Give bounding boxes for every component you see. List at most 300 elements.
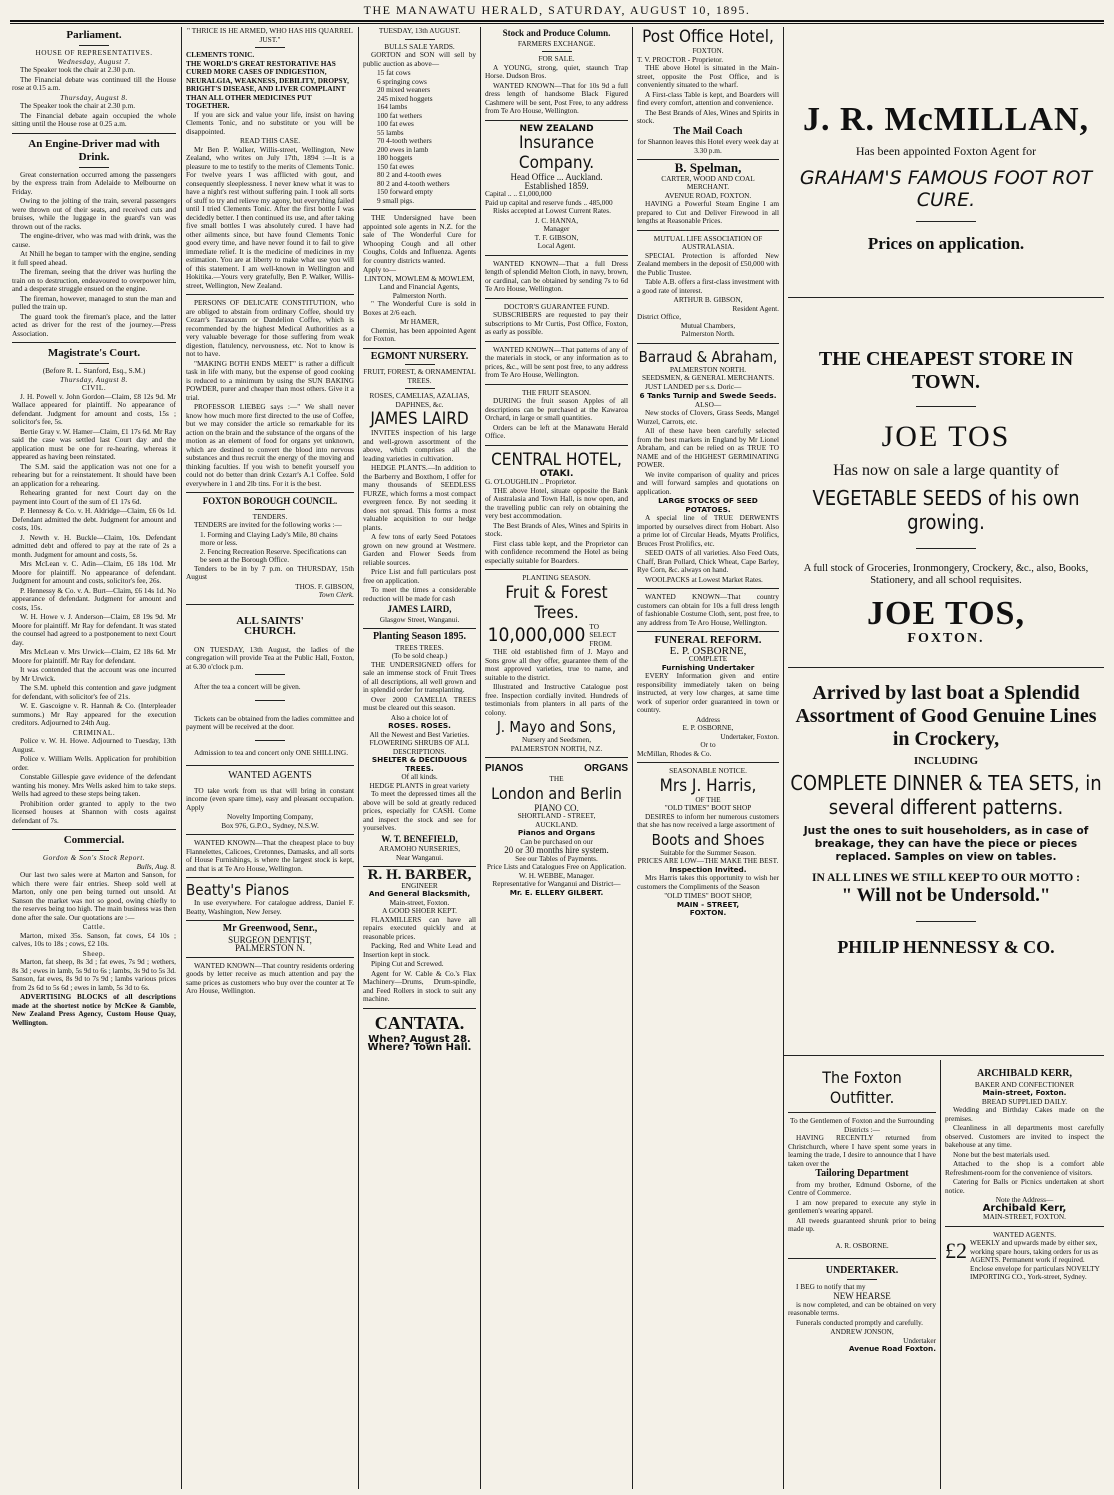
full-stock-line: A full stock of Groceries, Ironmongery, Crockery, &c., also, Books, Stationery, and all school requisites. (803, 563, 1089, 586)
divider (783, 1055, 1104, 1056)
paragraph: Constable Gillespie gave evidence of the defendant wanting his money. Mrs Wells asked him to take steps. Wells had agreed to these steps being taken. (12, 772, 176, 798)
mainst-line: MAIN - STREET, (676, 899, 740, 909)
newest-line: All the Newest and Best Varieties. (369, 729, 470, 739)
palm-line: Palmerston North. (681, 329, 735, 338)
paragraph: THE above Hotel is situated in the Main-street, opposite the Post Office, and is conveniently situated to the wharf. (637, 63, 779, 89)
paragraph: THE old established firm of J. Mayo and Sons grow all they offer, guarantee them of the most approved varieties, true to name, and suitable to the district. (485, 647, 628, 682)
paragraph: The Best Brands of Ales, Wines and Spirits in stock. (637, 107, 779, 125)
main-line: Main-street, Foxton. (389, 897, 450, 907)
paragraph: Police v. W. H. Howe. Adjourned to Tuesday, 13th August. (12, 736, 176, 754)
complete-line: COMPLETE (688, 654, 728, 663)
paragraph: The Best Brands of Ales, Wines and Spirits in stock. (485, 520, 628, 538)
paragraph: DURING the fruit season Apples of all descriptions can be purchased at the Kawaroa Orchard, in large or small quantities. (485, 396, 628, 422)
planting-line: PLANTING SEASON. (522, 573, 591, 582)
divider (363, 209, 476, 210)
stock-item: 55 lambs (377, 127, 404, 137)
foxton-council-heading: FOXTON BOROUGH COUNCIL. (202, 496, 338, 506)
stock-item: 9 small pigs. (377, 195, 415, 205)
tables-line: See our Tables of Payments. (515, 853, 598, 863)
masthead: THE MANAWATU HERALD, SATURDAY, AUGUST 10, 1895. (363, 3, 751, 17)
nursery-line: Nursery and Seedsmen, (521, 735, 592, 744)
paragraph: WANTED KNOWN—That a full Dress length of splendid Melton Cloth, in navy, brown, or cardinal, can be obtained by sending 7s to 6d Te Aro House, Wellington. (485, 258, 628, 293)
divider (363, 1008, 476, 1009)
large-stocks-line: LARGE STOCKS OF SEED POTATOES. (658, 496, 758, 514)
paragraph: Risks accepted at Lowest Current Rates. (493, 206, 611, 215)
beatty-heading: Beatty's Pianos (186, 881, 290, 899)
divider (12, 342, 176, 343)
doctors-line: DOCTOR'S GUARANTEE FUND. (503, 301, 610, 311)
orto-line: Or to (700, 740, 716, 749)
bread-line: BREAD SUPPLIED DAILY. (981, 1096, 1068, 1106)
divider (186, 957, 354, 958)
address-line: Address (696, 714, 720, 724)
blacksmith-heading: And General Blacksmith, (368, 889, 471, 898)
oldtimes-line: "OLD TIMES" BOOT SHOP (664, 803, 752, 812)
greenwood-heading: Mr Greenwood, Senr., (222, 923, 318, 934)
masthead-rule (10, 20, 1104, 24)
column-1 (12, 27, 176, 1489)
divider (363, 628, 476, 629)
paragraph: THE above Hotel, situate opposite the Bank of Australasia and Town Hall, is now open, and the travelling public can rely on obtaining the very best accommodation. (485, 485, 628, 520)
paragraph: is now completed, and can be obtained on very reasonable terms. (788, 1299, 936, 1317)
weekly-text: WEEKLY and upwards made by either sex, working spare hours, taking orders for us as AGENTS. Permanent work if required. Enclose envelope for particulars NOVELTY IMPORTING CO., York-street, Sydney. (970, 1238, 1100, 1281)
stock-report-heading: Gordon & Son's Stock Report. (42, 853, 146, 862)
divider (186, 294, 354, 295)
paidup-line: Paid up capital and reserve funds .. 485,000 (485, 197, 613, 207)
paragraph: Agent for W. Cable & Co.'s Flax Machinery—Drums, Drum-spindle, and Feed Rollers in stock to suit any machine. (363, 968, 476, 1003)
divider (847, 1279, 877, 1280)
commercial-heading: Commercial. (63, 834, 125, 846)
divider (255, 674, 285, 675)
ten-million: 10,000,000 (487, 624, 586, 647)
benefield-signature: W. T. BENEFIELD, (381, 833, 458, 844)
suitable-line: Suitable for the Summer Season. (660, 847, 756, 857)
tenders-heading: TENDERS. (252, 511, 288, 521)
civil-heading: CIVIL. (81, 383, 107, 392)
divider (363, 348, 476, 349)
paragraph: The Speaker took the chair at 2.30 p.m. (20, 101, 136, 110)
paragraph: Bertie Gray v. W. Hamer—Claim, £1 17s 6d. Mr Ray said the case was settled last Court day and the application must be one for re-hearing, whereas it appeared as having been reinstated. (12, 426, 176, 461)
prices-heading: Prices on application. (867, 234, 1025, 253)
und-line: Undertaker (903, 1335, 936, 1345)
stock-item: 100 fat ewes (377, 119, 414, 128)
divider (79, 167, 109, 168)
paragraph: Cleanliness in all departments most carefully observed. Customers are invited to inspect the bakehouse at any time. (945, 1123, 1104, 1149)
read-case-heading: READ THIS CASE. (239, 136, 301, 145)
divider (255, 47, 285, 48)
paragraph: HAVING a Powerful Steam Engine I am prepared to Cut and Deliver Firewood in all lengths at Reasonable Prices. (637, 199, 779, 225)
paragraph: Police v. William Wells. Application for prohibition order. (12, 754, 176, 772)
paragraph: HAVING RECENTLY returned from Christchurch, where I have spent some years in learning the trade, I desire to announce that I have taken over the (788, 1133, 936, 1168)
column-rule (783, 27, 784, 1489)
shortland-line: SHORTLAND - STREET, (517, 811, 596, 820)
resident-line: Resident Agent. (732, 303, 779, 313)
paragraph: Tickets can be obtained from the ladies committee and payment will be received at the door. (186, 713, 354, 731)
stock-item: 20 mixed weaners (377, 85, 431, 94)
divider (12, 133, 176, 134)
merchant-line: MERCHANT. (686, 182, 730, 191)
avenue-line: AVENUE ROAD, FOXTON. (664, 190, 752, 200)
near-line: Near Wanganui. (395, 852, 444, 862)
divider (485, 757, 628, 758)
select-line: TO SELECT FROM. (589, 621, 617, 648)
land-line: Land and Financial Agents, (379, 282, 460, 291)
column-rule (358, 27, 359, 1489)
paragraph: INVITES inspection of his large and well-grown assortment of the above, which comprises all the leading varieties in cultivation. (363, 428, 476, 463)
novelty-line: Novelty Importing Company, (226, 812, 314, 821)
motto-line: IN ALL LINES WE STILL KEEP TO OUR MOTTO : (812, 872, 1080, 884)
stock-item: 15 fat cows (377, 68, 411, 77)
furnishing-line: Furnishing Undertaker (661, 662, 755, 672)
outfitter-heading: The Foxton Outfitter. (822, 1068, 902, 1107)
advert-paragraph: ADVERTISING BLOCKS of all descriptions made at the shortest notice by McKee & Gamble, New Zealand Press Agency, Custom House Quay, Wellington. (12, 992, 176, 1027)
piano-co-line: PIANO CO. (534, 802, 579, 813)
divider (12, 829, 176, 830)
paragraph: Packing, Red and White Lead and Insertion kept in stock. (363, 941, 476, 959)
signature-title: Town Clerk. (318, 590, 354, 599)
flowering-line: FLOWERING SHRUBS OF ALL DESCRIPTIONS. (369, 738, 470, 756)
paragraph: ON TUESDAY, 13th August, the ladies of the congregation will provide Tea at the Public Hall, Foxton, at 6.30 o'clock p.m. (186, 644, 354, 671)
paragraph: WANTED KNOWN—That patterns of any of the materials in stock, or any information as to prices, &c., will be sent post free, to any address from Te Aro House, Wellington. (485, 344, 628, 379)
paragraph: Mrs McLean v. Mrs Urwick—Claim, £2 18s 6d. Mr Moore for plaintiff. Mr Ray for defendant. (12, 647, 176, 665)
paragraph: After the tea a concert will be given. (194, 682, 301, 691)
paragraph: All tweeds guaranteed shrunk prior to being made up. (788, 1215, 936, 1233)
post-office-heading: Post Office Hotel, (642, 27, 774, 47)
paragraph: Wedding and Birthday Cakes made on the premises. (945, 1105, 1104, 1123)
court-heading: Magistrate's Court. (47, 347, 141, 359)
divider (916, 548, 976, 549)
barraud-heading: Barraud & Abraham, (638, 347, 778, 366)
divider (405, 39, 435, 40)
paragraph: None but the best materials used. (953, 1149, 1050, 1159)
divider (788, 667, 1104, 668)
column-rule (940, 1060, 941, 1489)
paragraph: JUST LANDED per s.s. Doric— (645, 381, 742, 391)
roses-line: ROSES, CAMELIAS, AZALIAS, DAPHNES, &c. (369, 391, 470, 409)
divider (485, 341, 628, 342)
paragraph: A YOUNG, strong, quiet, staunch Trap Horse. Dudson Bros. (485, 62, 628, 80)
divider (186, 834, 354, 835)
paragraph: PROFESSOR LIEBEG says :—" We shall never know how much more first directed to the use of Coffee, but we may consider the article so remarkable for its action on the brain and the substance of the organs of the motion as an element of food for organs yet unknown, which are destined to convert the blood into nervous substances and thus recruit the energy of the moving and thinking faculties. If you wish to benefit yourself you could not do better than drink Cezarr's A.1 Coffee. Sold everywhere in 1 and 2lb tins. For it is the best. (186, 402, 354, 488)
shelter-heading: SHELTER & DECIDUOUS TREES. (371, 755, 468, 773)
sheep-heading: Sheep. (82, 948, 106, 958)
paragraph: Orders can be left at the Manawatu Herald Office. (485, 422, 628, 440)
the-line: THE (549, 774, 564, 783)
osborne-line: E. P. OSBORNE, (669, 644, 747, 657)
po-line: Pianos and Organs (517, 828, 596, 837)
hearse-line: NEW HEARSE (833, 1291, 891, 1301)
paragraph: Prohibition order granted to apply to the two licensed houses at Shannon with costs against defendant of 7s. (12, 798, 176, 825)
paragraph: The fireman, seeing that the driver was hurling the train on to destruction, endeavoured to overpower him, and a desperate struggle ensued on the engine. (12, 267, 176, 293)
joe-tos-heading: JOE TOS (881, 420, 1011, 453)
divider (637, 343, 779, 344)
paragraph: Piping Cut and Screwed. (371, 959, 444, 968)
divider (788, 1112, 936, 1113)
wanted-agents-line: WANTED AGENTS. (993, 1229, 1056, 1239)
london-heading: London and Berlin (491, 783, 622, 803)
undertaker-heading: UNDERTAKER. (825, 1265, 899, 1276)
paragraph: Tenders to be in by 7 p.m. on THURSDAY, 15th August (186, 563, 354, 581)
avenue-line: Avenue Road Foxton. (848, 1344, 936, 1353)
spelman-heading: B. Spelman, (674, 160, 742, 175)
trees-line: TREES TREES. (395, 642, 444, 652)
column-2 (186, 27, 354, 1489)
divider (945, 1226, 1104, 1227)
paragraph: " The Wonderful Cure is sold in Boxes at 2/6 each. (363, 299, 476, 317)
house-heading: HOUSE OF REPRESENTATIVES. (35, 48, 153, 57)
jonson-line: ANDREW JONSON, (830, 1327, 894, 1336)
hanna-line: J. C. HANNA, (534, 215, 579, 225)
paragraph: Illustrated and Instructive Catalogue post free. Inspection cordially invited. Hundreds of testimonials from planters in all parts of the colony. (485, 682, 628, 717)
date-line: Thursday, August 8. (60, 374, 128, 384)
paragraph: WOOLPACKS at Lowest Market Rates. (645, 574, 763, 584)
dinner-heading: COMPLETE DINNER & TEA SETS, in several different patterns. (790, 771, 1102, 819)
palm-line: PALMERSTON NORTH, N.Z. (510, 743, 603, 753)
kerr-heading: ARCHIBALD KERR, (976, 1068, 1072, 1079)
shoer-line: A GOOD SHOER KEPT. (382, 906, 457, 915)
funeral-heading: FUNERAL REFORM. (654, 634, 762, 646)
paragraph: DESIRES to inform her numerous customers that she has now received a large assortment of (637, 811, 779, 829)
harris-heading: Mrs J. Harris, (659, 775, 757, 796)
divider (186, 877, 354, 878)
hedge-line: HEDGE PLANTS in great variety (369, 780, 470, 790)
paragraph: All of these have been carefully selected from the best markets in England by Mr Lionel Abraham, and can be relied on as TRUE TO NAME and of the HIGHEST GERMINATING POWER. (637, 426, 779, 469)
rep-line: Representative for Wanganui and District— (492, 879, 621, 888)
palmerston-line: Palmerston North. (392, 290, 447, 300)
paragraph: TO take work from us that will bring in constant income (even spare time), easy and pleasant occupation. Apply (186, 785, 354, 812)
has-now-line: Has now on sale a large quantity of (833, 462, 1059, 479)
column-6a (788, 1060, 936, 1489)
purch-line: Can be purchased on our (520, 836, 593, 846)
paragraph: FLAXMILLERS can have all repairs executed quickly and at reasonable prices. (363, 914, 476, 941)
paragraph: Over 2000 CAMELIA TREES must be cleared out this season. (363, 694, 476, 712)
divider (186, 765, 354, 766)
tailoring-heading: Tailoring Department (815, 1168, 909, 1179)
court-sub: (Before R. L. Stanford, Esq., S.M.) (42, 366, 146, 375)
paragraph: The Speaker took the chair at 2.30 p.m. (20, 65, 136, 74)
mainst-line: MAIN-STREET, FOXTON. (982, 1212, 1067, 1221)
stock-item: 6 springing cows (377, 76, 427, 86)
paragraph: Attached to the shop is a comfort able Refreshment-room for the convenience of visitors. (945, 1159, 1104, 1177)
paragraph: P. Hennessy & Co. v. H. Aldridge—Claim, £6 0s 1d. Defendant admitted the debt. Judgment for amount and costs, 10s. (12, 506, 176, 532)
date-line: Bulls, Aug. 8. (136, 861, 176, 871)
foxton-line: FOXTON. (692, 46, 724, 55)
cantata-heading: CANTATA. (374, 1012, 465, 1033)
paragraph: Great consternation occurred among the passengers by the express train from Adelaide to Melbourne on Friday. (12, 169, 176, 196)
cattle-heading: Cattle. (82, 922, 106, 931)
paragraph: In use everywhere. For catalogue address, Daniel F. Beatty, Washington, New Jersey. (186, 898, 354, 916)
mayo-heading: J. Mayo and Sons, (496, 718, 617, 736)
paragraph: W. E. Gascoigne v. R. Hannah & Co. (Interpleader summons.) Mr Ray appeared for the execution creditors. Adjourned to 24th Aug. (12, 701, 176, 727)
date-line: Wednesday, August 7. (57, 56, 131, 66)
fruit-line: FRUIT, FOREST, & ORNAMENTAL TREES. (363, 367, 476, 385)
stock-item: 150 fat ewes (377, 161, 414, 171)
cheapest-heading: THE CHEAPEST STORE IN TOWN. (818, 348, 1074, 393)
paragraph: TENDERS are invited for the following works :— (194, 520, 342, 529)
ten-million-row (485, 623, 628, 649)
paragraph: Marton, fat sheep, 8s 3d ; fat ewes, 7s 9d ; wethers, 8s 3d ; ewes in lamb, 5s 9d to 6s ; lambs, 3s 9d to 5s 3d. Sanson, fat ewes, 8s 9d to 7s 9d ; lambs various prices from 2s 6d to 5s 6d ; ewes in lamb, 5s 3d to 6s. (12, 957, 176, 992)
auckland-line: AUCKLAND. (535, 819, 578, 829)
engine-driver-heading: An Engine-Driver mad with Drink. (28, 137, 160, 163)
paragraph: A First-class Table is kept, and Boarders will find every comfort, attention and convenience. (637, 89, 779, 107)
tanks-line: 6 Tanks Turnip and Swede Seeds. (639, 391, 777, 400)
laird-signature: JAMES LAIRD, (387, 604, 452, 614)
otaki-line: OTAKI. (539, 468, 574, 479)
gentlemen-line: To the Gentlemen of Foxton and the Surrounding Districts :— (790, 1116, 934, 1134)
divider (79, 363, 109, 364)
seasonable-line: SEASONABLE NOTICE. (669, 766, 747, 775)
paragraph: New stocks of Clovers, Grass Seeds, Mangel Wurzel, Carrots, etc. (637, 408, 779, 426)
paragraph: Mrs McLean v. C. Adin—Claim, £6 18s 10d. Mr Moore for plaintiff. No appearance of defendant. Judgment for amount and costs, solicitor's fee, 26s. (12, 559, 176, 585)
paragraph: J. Newth v. H. Buckle—Claim, 10s. Defendant admitted debt and offered to pay at the rate of 2s a month. Judgment for amount and costs, 5s. (12, 532, 176, 559)
divider (485, 384, 628, 385)
manager-line: Manager (543, 224, 570, 233)
works-item: 2. Fencing Recreation Reserve. Specifications can be seen at the Borough Office. (200, 546, 347, 564)
paragraph: Mrs Harris takes this opportunity to wish her customers the Compliments of the Season (637, 873, 779, 891)
paragraph: WANTED KNOWN—That country customers can obtain for 10s a full dress length of fashionable Costume Cloth, sent, post free, to any address from Te Aro House, Wellington. (637, 592, 779, 627)
hire-line: 20 or 30 months hire system. (504, 845, 609, 855)
hennessy-heading: PHILIP HENNESSY & CO. (837, 937, 1055, 957)
divider (485, 569, 628, 570)
stock-item: 180 hoggets (377, 153, 413, 162)
paragraph: A few tons of early Seed Potatoes grown on new ground at Westmere. Garden and Flower Seeds from reliable sources. (363, 532, 476, 567)
divider (637, 631, 779, 632)
paragraph: Rehearing granted for next Court day on the payment into Court of the sum of £1 17s 6d. (12, 488, 176, 506)
works-item: 1. Forming and Claying Lady's Mile, 80 chains more or less. (200, 529, 338, 547)
clements-heading: CLEMENTS TONIC. (186, 50, 255, 59)
undertaker-line: Undertaker, Foxton. (720, 731, 779, 741)
paragraph: Mr Ben P. Walker, Willis-street, Wellington, New Zealand, who writes on July 17th, 1894 :—It is a pleasure to me to testify to the merits of Clements Tonic. For twelve years I was afflicted with gout, and consequently sleeplessness. I never knew what it was to have a night's rest without suffering pain. I took all sorts of stuff to try and relieve my agony, but everything failed until I tried Clements Tonic. After the first bottle I was decidedly better. I then continued its use, and after taking five small bottles I was absolutely cured. I have had other ailments since, but have found Clements Tonic good every time, and have never found it to fail to give immediate relief. It is the medicine of medicines in my estimation. You are at liberty to make what use you will of this statement. I am well-known in Wellington and Hokitika.—Yours very gratefully, Ben P. Walker, Willis-street, Wellington, New Zealand. (186, 144, 354, 290)
including-line: INCLUDING (913, 755, 979, 767)
divider (79, 45, 109, 46)
paragraph: from my brother, Edmund Osborne, of the Centre of Commerce. (788, 1179, 936, 1197)
paragraph: If you are sick and value your life, insist on having Clements Tonic, and no substitute or you will be disappointed. (186, 109, 354, 136)
pound-figure: £2 (945, 1238, 967, 1263)
paragraph: At Nhill he began to tamper with the engine, sending it full speed ahead. (12, 249, 176, 267)
foxton2-line: FOXTON. (689, 908, 727, 917)
district-line: District Office, (637, 312, 682, 321)
mail-coach-heading: The Mail Coach (673, 125, 743, 137)
mainfox-line: Main-street, Foxton. (982, 1088, 1067, 1097)
paragraph: Funerals conducted promptly and carefully. (796, 1317, 923, 1327)
divider (79, 850, 109, 851)
inspection-line: Inspection Invited. (669, 864, 747, 874)
parliament-heading: Parliament. (66, 29, 122, 41)
capital-line: Capital .. .. £1,000,000 (485, 189, 552, 198)
stock-item: 200 ewes in lamb (377, 144, 429, 154)
nz-line: NEW ZEALAND (519, 123, 594, 134)
cheap-line: (To be sold cheap.) (391, 651, 448, 660)
paragraph: Our last two sales were at Marton and Sanson, for which there were fair entries. Sheep sold well at Marton, only one pen being turned out unsold. At Sanson the market was not so good, owing chiefly to the reserves being too high. The main business was then done after the sale. Our quotations are :— (12, 870, 176, 922)
paragraph: Table A.B. offers a first-class investment with a good rate of interest. (637, 277, 779, 295)
roses-heading: ROSES. ROSES. (388, 721, 451, 730)
stock-item: 80 2 and 4-tooth wethers (377, 178, 450, 188)
osb2-line: E. P. OSBORNE, (682, 723, 734, 732)
webbe-line: W. H. WEBBE, Manager. (518, 870, 595, 880)
paragraph: THE Undersigned have been appointed sole agents in N.Z. for the sale of The Wonderful Cure for Whooping Cough and all other Coughs, Colds and Influenza. Agents for country districts wanted. (363, 213, 476, 265)
mutual-chambers-line: Mutual Chambers, (680, 320, 736, 330)
box-line: Box 976, G.P.O., Sydney, N.S.W. (221, 820, 319, 830)
kerr2-line: Archibald Kerr, (982, 1202, 1067, 1214)
column-5 (637, 27, 779, 1489)
laird-heading: JAMES LAIRD (370, 409, 469, 429)
paragraph: Owing to the jolting of the train, several passengers were thrown out of their seats, and received cuts and bruises, while the luggage in the guard's van was thrown out of the racks. (12, 196, 176, 231)
column-rule (181, 27, 182, 1489)
paragraph: WANTED KNOWN—That for 10s 9d a full dress length of handsome Black Figured Cashmere will be sent, Post Free, to any address from Te Aro House, Wellington. (485, 80, 628, 115)
paragraph: To meet the times a considerable reduction will be made for cash (363, 585, 476, 603)
graham-heading: GRAHAM'S FAMOUS FOOT ROT CURE. (799, 167, 1093, 211)
seedsmen-line: SEEDSMEN, & GENERAL MERCHANTS. (641, 373, 775, 382)
divider (485, 298, 628, 299)
osborne-signature: A. R. OSBORNE. (835, 1240, 889, 1250)
paragraph: The S.M. upheld this contention and gave judgment for defendant, with solicitor's fee of 21s. (12, 683, 176, 701)
divider (186, 604, 354, 605)
paragraph: I am now prepared to execute any style in gentlemen's wearing apparel. (788, 1197, 936, 1215)
divider (485, 120, 628, 121)
saints-heading: ALL SAINTS' (236, 614, 304, 627)
engineer-line: ENGINEER (401, 880, 438, 890)
coach-line: for Shannon leaves this Hotel every week day at 3.30 p.m. (637, 137, 779, 155)
paragraph: HEDGE PLANTS.—In addition to the Barberry and Boxthorn, I offer for many thousands of SEEDLESS FURZE, which forms a most compact evergreen fence. By not seeding it does not spread. This forms a most valuable acquisition to our hedge plants. (363, 463, 476, 532)
apply-line: Apply to— (363, 265, 397, 274)
forsale-line: FOR SALE. (538, 54, 575, 63)
divider (637, 230, 779, 231)
paragraph: GORTON and SON will sell by public auction as above— (363, 50, 476, 68)
where-line: Where? Town Hall. (367, 1042, 472, 1053)
paragraph: First class table kept, and the Proprietor can with confidence recommend the Hotel as being especially suitable for Boarders. (485, 538, 628, 565)
mutual-line: MUTUAL LIFE ASSOCIATION OF AUSTRALASIA. (653, 233, 763, 251)
bulls-heading: BULLS SALE YARDS. (384, 41, 455, 51)
divider (788, 1258, 936, 1259)
divider (637, 762, 779, 763)
vegetable-heading: VEGETABLE SEEDS of his own growing. (812, 486, 1080, 534)
paragraph: A special line of TRUE DERWENTS imported by ourselves direct from Hobart. Also a prime lot of Circular Heads, Myatts Prolifics, Bruces Frost Prolifics, etc. (637, 513, 779, 548)
fft-heading: Fruit & Forest Trees. (505, 582, 608, 623)
divider (405, 388, 435, 389)
paragraph: THE UNDERSIGNED offers for sale an immense stock of Fruit Trees of all descriptions, all well grown and in splendid order for transplanting. (363, 659, 476, 694)
paragraph: "MAKING BOTH ENDS MEET" is rather a difficult task in life with many, but the expense of good cooking is reduced to a minimum by using the SUN BAKING POWDER, purer and cheaper than most others. Give it a trial. (186, 358, 354, 402)
note-line: Note the Address— (995, 1195, 1054, 1204)
criminal-heading: CRIMINAL. (72, 727, 116, 737)
divider (186, 492, 354, 493)
baker-line: BAKER AND CONFECTIONER (974, 1079, 1075, 1089)
paragraph: Catering for Balls or Picnics undertaken at short notice. (945, 1177, 1104, 1195)
price-line: Price Lists and Catalogues Free on Application. (486, 862, 627, 871)
paragraph: The Financial debate again occupied the whole sitting until the House rose at 0.25 a.m. (12, 110, 176, 128)
est-line: Established 1859. (524, 180, 589, 191)
divider (255, 700, 285, 701)
agents-heading: WANTED AGENTS (228, 770, 312, 781)
arthur-line: ARTHUR B. GIBSON, (673, 295, 743, 304)
stock-item: 70 4-tooth wethers (377, 136, 432, 145)
divider (637, 588, 779, 589)
gibson-line: T. F. GIBSON, (534, 232, 579, 242)
signature: THOS. F. GIBSON, (295, 581, 354, 591)
column-6-top (788, 27, 1104, 1057)
glasgow-line: Glasgow Street, Wanganui. (379, 614, 460, 624)
when-line: When? August 28. (368, 1033, 471, 1045)
fruit-season-line: THE FRUIT SEASON. (522, 387, 591, 397)
column-6b (945, 1060, 1104, 1489)
paragraph: Marton, mixed 35s. Sanson, fat cows, £4 10s ; calves, 10s to 18s ; cows, £2 10s. (12, 930, 176, 948)
planting-heading: Planting Season 1895. (372, 631, 467, 642)
divider (186, 920, 354, 921)
column-3 (363, 27, 476, 1489)
paragraph: WANTED KNOWN—That the cheapest place to buy Flannelettes, Calicoes, Cretonnes, Damasks, and all sorts of House Furnishings, is where the largest stock is kept, and that is at Te Aro House, Wellington. (186, 838, 354, 873)
paragraph: Admission to tea and concert only ONE SHILLING. (194, 747, 349, 757)
undersold-heading: " Will not be Undersold." (841, 885, 1051, 906)
insurance-heading: Insurance Company. (518, 133, 595, 173)
